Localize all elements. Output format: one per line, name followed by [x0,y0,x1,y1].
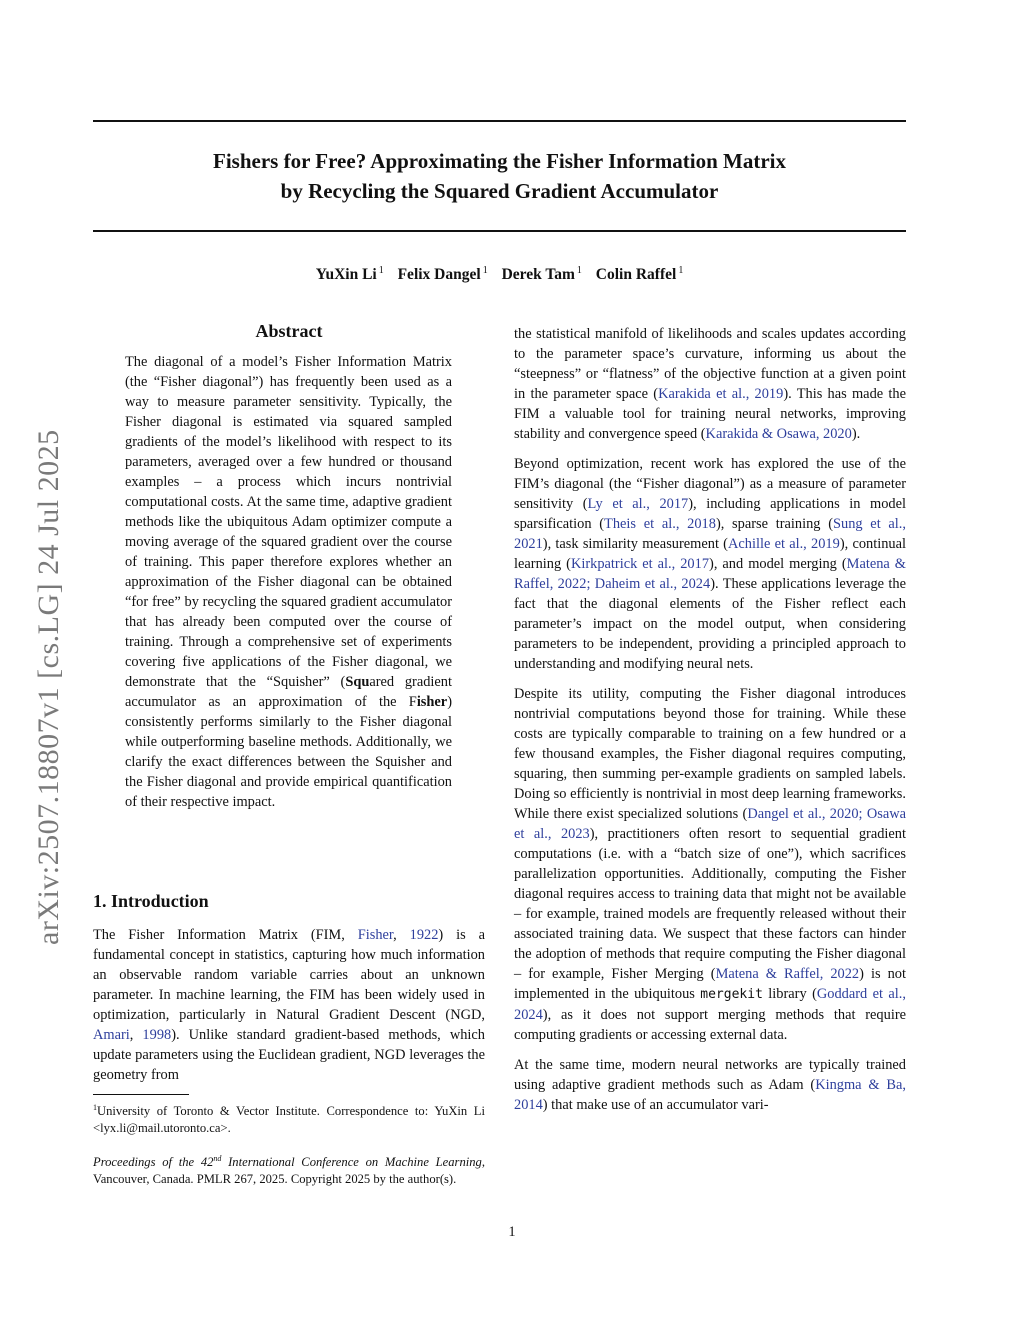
introduction-paragraph: The Fisher Information Matrix (FIM, Fisher, 1922) is a fundamental concept in statistics, capturing how much information an observable random variable carries about an unknown parameter. In machine learning, the FIM has been widely used in optimization, particularly in Natural Gradient Descent (NGD, Amari, 1998). Unlike standard gradient-based methods, which update parameters using the Euclidean gradient, NGD leverages the geometry from [93,927,485,1083]
citation-link[interactable]: Fisher [357,927,394,943]
citation-link[interactable]: Theis et al., 2018 [604,516,716,532]
affiliation-footnote: $^1$University of Toronto & Vector Institute. Correspondence to: YuXin Li <lyx.li@mail.utoronto.ca>. [93,1103,485,1136]
citation-link[interactable]: 1922 [409,927,439,943]
citation-link[interactable]: Goddard et al., 2024 [514,986,906,1023]
abstract-heading: Abstract [255,321,323,341]
citation-link[interactable]: Matena & Raffel, 2022 [715,966,860,982]
citation-link[interactable]: Matena & Raffel, 2022; Daheim et al., 2024 [514,556,906,592]
affiliation-mark: 1 [482,265,488,276]
citation-link[interactable]: Dangel et al., 2020; Osawa et al., 2023 [514,806,906,842]
citation-link[interactable]: Kingma & Ba, 2014 [514,1077,906,1113]
right-column [514,324,906,1125]
author: YuXin Li $^1$ [315,265,384,284]
citation-link[interactable]: Karakida et al., 2019 [658,386,784,402]
affiliation-mark: 1 [576,265,582,276]
body-paragraph: At the same time, modern neural networks are typically trained using adaptive gradient methods such as Adam (Kingma & Ba, 2014) that make use of an accumulator vari- [514,1057,906,1113]
body-paragraph: Beyond optimization, recent work has explored the use of the FIM’s diagonal (the “Fisher diagonal”) as a measure of parameter sensitivity (Ly et al., 2017), including applications in model sparsification (Theis et al., 2018), sparse training (Sung et al., 2021), task similarity measurement (Achille et al., 2019), continual learning (Kirkpatrick et al., 2017), and model merging (Matena & Raffel, 2022; Daheim et al., 2024). These applications leverage the fact that the diagonal elements of the Fisher reflect each parameter’s impact on the model output, when considering parameters to be independent, providing a principled approach to understanding and modifying neural nets. [514,456,907,672]
citation-link[interactable]: Karakida & Osawa, 2020 [705,426,852,442]
footnote-rule [93,1094,189,1095]
citation-link[interactable]: Amari [93,1027,130,1043]
citation-link[interactable]: 1998 [142,1027,172,1043]
top-rule [93,120,906,122]
paper-title [93,146,906,206]
proceedings-note: Proceedings of the 42nd International Conference on Machine Learning, Vancouver, Canada. PMLR 267, 2025. Copyright 2025 by the author(s). [93,1154,485,1187]
abstract-text: The diagonal of a model’s Fisher Information Matrix (the “Fisher diagonal”) has frequently been used as a way to measure parameter sensitivity. Typically, the Fisher diagonal is estimated via squared sampled gradients of the model’s likelihood with respect to its parameters, averaged over a few hundred or thousand examples – a process which incurs nontrivial computational costs. At the same time, adaptive gradient methods like the ubiquitous Adam optimizer compute a moving average of the squared gradient over the course of training. This paper therefore explores whether an approximation of the Fisher diagonal can be obtained “for free” by recycling the squared gradient accumulator that has already been computed over the course of training. Through a comprehensive set of experiments covering five applications of the Fisher diagonal, we demonstrate that the “Squisher” (Squared gradient accumulator as an approximation of the Fisher) consistently performs similarly to the Fisher diagonal while outperforming baseline methods. Additionally, we clarify the exact differences between the Squisher and the Fisher diagonal and provide empirical quantification of their respective impact. [125,354,452,810]
introduction-heading: 1. Introduction [93,891,209,911]
author: Derek Tam $^1$ [501,265,582,284]
title-line-1: Fishers for Free? Approximating the Fisher Information Matrix [213,149,786,173]
affiliation-mark: 1 [678,265,684,276]
body-paragraph: the statistical manifold of likelihoods and scales updates according to the parameter space’s curvature, informing us about the “steepness” or “flatness” of the objective function at a given point in the parameter space (Karakida et al., 2019). This has made the FIM a valuable tool for training neural networks, improving stability and convergence speed (Karakida & Osawa, 2020). [514,326,906,442]
title-bottom-rule [93,230,906,232]
author: Colin Raffel $^1$ [595,265,684,284]
author: Felix Dangel $^1$ [397,265,488,284]
affiliation-mark: 1 [378,265,384,276]
body-paragraph: Despite its utility, computing the Fisher diagonal introduces nontrivial computations beyond those for training. While these costs are typically comparable to training on a few hundred or a few thousand examples, the Fisher diagonal requires computing, squaring, then summing per-example gradients on sampled labels. Doing so efficiently is nontrivial in most deep learning frameworks. While there exist specialized solutions (Dangel et al., 2020; Osawa et al., 2023), practitioners often resort to sequential gradient computations (i.e. with a “batch size of one”), which sacrifices parallelization opportunities. Additionally, computing the Fisher diagonal requires access to training data that might not be available – for example, trained models are frequently released without their associated training data. We suspect that these factors can hinder the adoption of methods that require computing the Fisher diagonal – for example, Fisher Merging (Matena & Raffel, 2022) is not implemented in the ubiquitous mergekit library (Goddard et al., 2024), as it does not support merging methods that require computing gradients or accessing external data. [514,686,906,1043]
citation-link[interactable]: Sung et al., 2021 [514,516,906,552]
title-line-2: by Recycling the Squared Gradient Accumulator [280,179,719,203]
page-number: 1 [508,1224,516,1240]
citation-link[interactable]: Kirkpatrick et al., 2017 [570,556,710,572]
code-mergekit: mergekit [700,987,763,1002]
citation-link[interactable]: Ly et al., 2017 [587,496,689,512]
citation-link[interactable]: Achille et al., 2019 [727,536,840,552]
arxiv-identifier-stamp[interactable]: arXiv:2507.18807v1 [cs.LG] 24 Jul 2025 [32,429,65,945]
author-list [93,265,906,284]
